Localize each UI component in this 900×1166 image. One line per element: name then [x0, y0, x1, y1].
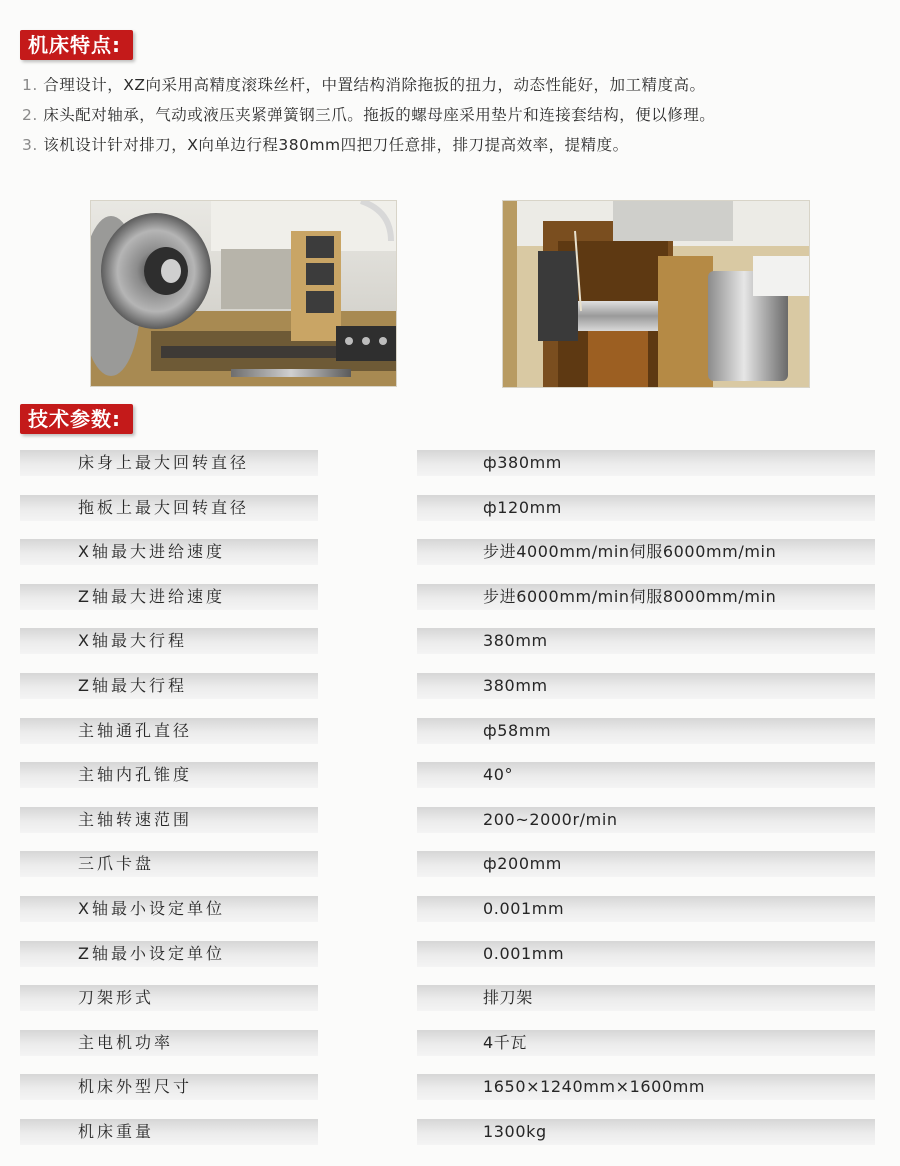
spec-value: 4千瓦 — [417, 1030, 875, 1056]
feature-item — [22, 70, 882, 100]
spec-label: X轴最小设定单位 — [20, 896, 318, 922]
feature-number: 3. — [22, 136, 38, 154]
machine-photo-ballscrew — [502, 200, 810, 388]
spec-label: 机床外型尺寸 — [20, 1074, 318, 1100]
spec-label: Z轴最大行程 — [20, 673, 318, 699]
spec-row — [0, 493, 900, 538]
spec-label: 主轴通孔直径 — [20, 718, 318, 744]
feature-number: 1. — [22, 76, 38, 94]
spec-row — [0, 1072, 900, 1117]
feature-number: 2. — [22, 106, 38, 124]
spec-label: 拖板上最大回转直径 — [20, 495, 318, 521]
spec-value: 步进4000mm/min伺服6000mm/min — [417, 539, 875, 565]
spec-label: 主轴转速范围 — [20, 807, 318, 833]
spec-row — [0, 849, 900, 894]
spec-label: Z轴最大进给速度 — [20, 584, 318, 610]
spec-label: 床身上最大回转直径 — [20, 450, 318, 476]
spec-row — [0, 1117, 900, 1162]
spec-value: 1300kg — [417, 1119, 875, 1145]
spec-value: 380mm — [417, 673, 875, 699]
spec-row — [0, 760, 900, 805]
spec-value: 380mm — [417, 628, 875, 654]
spec-label: 三爪卡盘 — [20, 851, 318, 877]
spec-row — [0, 582, 900, 627]
feature-item — [22, 130, 882, 160]
spec-value: 步进6000mm/min伺服8000mm/min — [417, 584, 875, 610]
spec-row — [0, 939, 900, 984]
spec-label: 刀架形式 — [20, 985, 318, 1011]
machine-photo-chuck — [90, 200, 397, 387]
spec-label: X轴最大行程 — [20, 628, 318, 654]
feature-text: 该机设计针对排刀，X向单边行程380mm四把刀任意排，排刀提高效率，提精度。 — [43, 136, 629, 154]
spec-value: 排刀架 — [417, 985, 875, 1011]
feature-text: 合理设计，XZ向采用高精度滚珠丝杆，中置结构消除拖扳的扭力，动态性能好，加工精度高。 — [43, 76, 706, 94]
spec-label: 机床重量 — [20, 1119, 318, 1145]
spec-value: ф380mm — [417, 450, 875, 476]
spec-value: ф200mm — [417, 851, 875, 877]
specs-heading: 技术参数: — [20, 404, 133, 434]
spec-row — [0, 983, 900, 1028]
features-list — [22, 70, 882, 160]
spec-label: 主电机功率 — [20, 1030, 318, 1056]
spec-row — [0, 1028, 900, 1073]
spec-row — [0, 448, 900, 493]
spec-label: 主轴内孔锥度 — [20, 762, 318, 788]
spec-label: X轴最大进给速度 — [20, 539, 318, 565]
spec-row — [0, 671, 900, 716]
spec-value: 0.001mm — [417, 941, 875, 967]
spec-row — [0, 537, 900, 582]
spec-value: ф120mm — [417, 495, 875, 521]
spec-label: Z轴最小设定单位 — [20, 941, 318, 967]
spec-value: 200~2000r/min — [417, 807, 875, 833]
spec-value: 0.001mm — [417, 896, 875, 922]
feature-text: 床头配对轴承，气动或液压夹紧弹簧钢三爪。拖扳的螺母座采用垫片和连接套结构，便以修理。 — [43, 106, 716, 124]
feature-item — [22, 100, 882, 130]
spec-row — [0, 716, 900, 761]
spec-value: ф58mm — [417, 718, 875, 744]
features-heading: 机床特点: — [20, 30, 133, 60]
spec-row — [0, 805, 900, 850]
spec-value: 40° — [417, 762, 875, 788]
spec-row — [0, 894, 900, 939]
spec-row — [0, 626, 900, 671]
specs-table — [0, 448, 900, 1162]
spec-value: 1650×1240mm×1600mm — [417, 1074, 875, 1100]
